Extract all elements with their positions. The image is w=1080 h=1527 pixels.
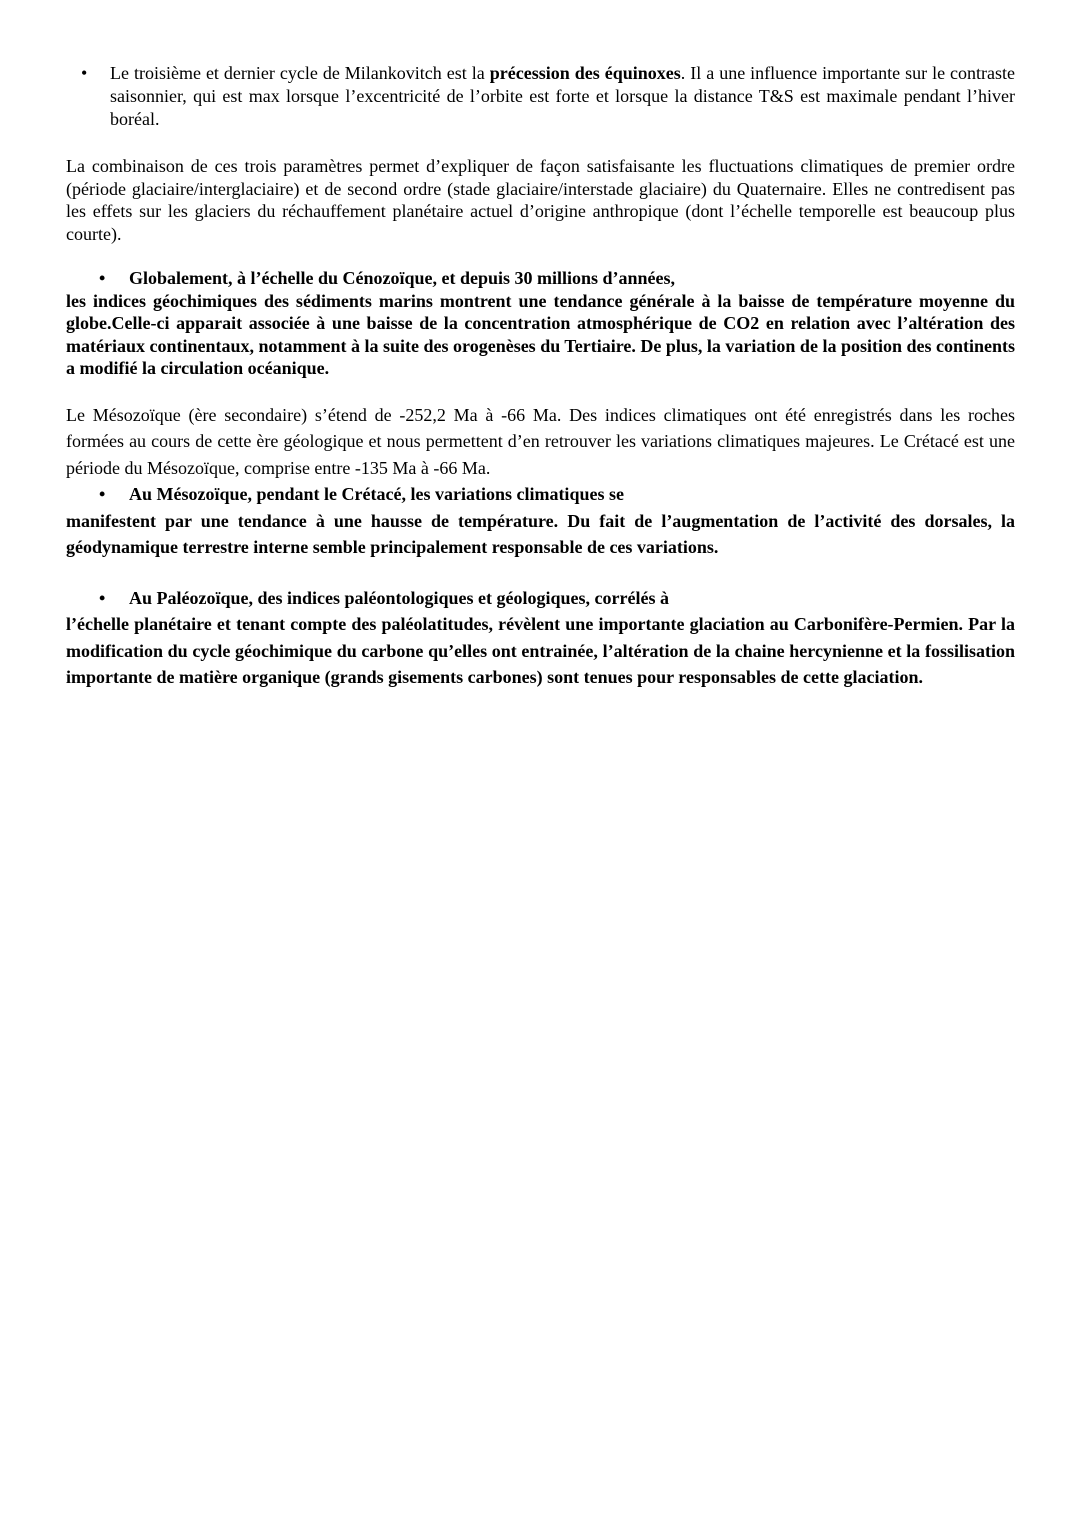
precession-text-after: . Il a une influence importante sur le contraste saisonnier, qui est max lorsque l’excentricité de l’orbite est forte et lorsque la distance T&S est maximale pendant l’hiver boréal. [110, 63, 1016, 129]
mesozoic-paragraph: Le Mésozoïque (ère secondaire) s’étend de -252,2 Ma à -66 Ma. Des indices climatiques ont été enregistrés dans les roches formées au cours de cette ère géologique et nous permettent d’en retrouver les variations climatiques majeures. Le Crétacé est une période du Mésozoïque, comprise entre -135 Ma à -66 Ma. [66, 404, 1015, 478]
cretaceous-lead [66, 481, 1015, 508]
milankovitch-precession-item [66, 62, 1015, 131]
paleozoic-body: l’échelle planétaire et tenant compte des paléolatitudes, révèlent une importante glaciation au Carbonifère-Permien. Par la modification du cycle géochimique du carbone qu’elles ont entrainée, l’altération de la chaine hercynienne et la fossilisation importante de matière organique (grands gisements carbones) sont tenues pour responsables de cette glaciation. [66, 614, 1015, 687]
precession-term: précession des équinoxes [489, 63, 681, 83]
precession-text-before: Le troisième et dernier cycle de Milankovitch est la [110, 63, 490, 83]
bullet-icon: • [99, 268, 106, 288]
cretaceous-section [66, 481, 1015, 561]
bullet-icon: • [81, 63, 88, 83]
paleozoic-lead-text: Au Paléozoïque, des indices paléontologiques et géologiques, corrélés à [129, 587, 669, 608]
cretaceous-lead-text: Au Mésozoïque, pendant le Crétacé, les variations climatiques se [129, 484, 624, 504]
paleozoic-lead [66, 585, 1015, 612]
bullet-icon: • [99, 484, 106, 504]
cretaceous-body: manifestent par une tendance à une hausse de température. Du fait de l’augmentation de l’activité des dorsales, la géodynamique terrestre interne semble principalement responsable de ces variations. [66, 510, 1015, 557]
cenozoic-lead-text: Globalement, à l’échelle du Cénozoïque, et depuis 30 millions d’années, [129, 268, 676, 288]
cenozoic-body: les indices géochimiques des sédiments marins montrent une tendance générale à la baisse de température moyenne du globe.Celle-ci apparait associée à une baisse de la concentration atmosphérique de CO2 en relation avec l’altération des matériaux continentaux, notamment à la suite des orogenèses du Tertiaire. De plus, la variation de la position des continents a modifié la circulation océanique. [66, 290, 1015, 378]
cenozoic-lead [66, 267, 1015, 290]
document-page [66, 62, 1015, 691]
quaternary-paragraph: La combinaison de ces trois paramètres permet d’expliquer de façon satisfaisante les fluctuations climatiques de premier ordre (période glaciaire/interglaciaire) et de second ordre (stade glaciaire/interstade glaciaire) du Quaternaire. Elles ne contredisent pas les effets sur les glaciers du réchauffement planétaire actuel d’origine anthropique (dont l’échelle temporelle est beaucoup plus courte). [66, 156, 1015, 244]
bullet-icon: • [99, 587, 106, 608]
cenozoic-section [66, 267, 1015, 380]
paleozoic-section [66, 585, 1015, 691]
